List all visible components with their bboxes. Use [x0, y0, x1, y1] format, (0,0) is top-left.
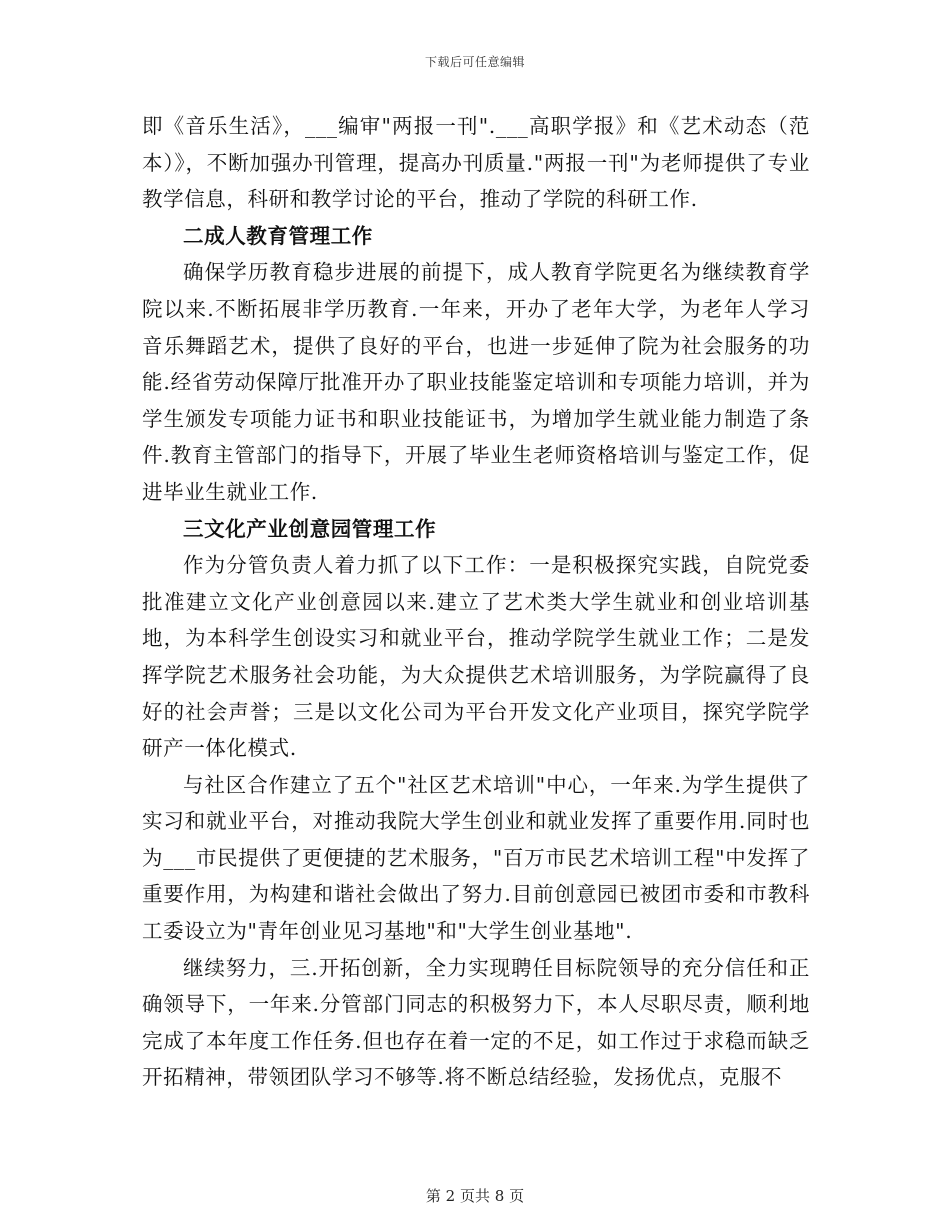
- paragraph-adult-education: 确保学历教育稳步进展的前提下，成人教育学院更名为继续教育学院以来.不断拓展非学历教育.一年来，开办了老年大学，为老年人学习音乐舞蹈艺术，提供了良好的平台，也进一步延伸了院为社会服务的功能.经省劳动保障厅批准开办了职业技能鉴定培训和专项能力培训，并为学生颁发专项能力证书和职业技能证书，为增加学生就业能力制造了条件.教育主管部门的指导下，开展了毕业生老师资格培训与鉴定工作，促进毕业生就业工作.: [142, 260, 810, 504]
- paragraph-journals: 即《音乐生活》，___编审"两报一刊".___高职学报》和《艺术动态（范本）》，不断加强办刊管理，提高办刊质量."两报一刊"为老师提供了专业教学信息，科研和教学讨论的平台，推动了学院的科研工作.: [142, 114, 810, 212]
- section-heading-creative-park: 三文化产业创意园管理工作: [183, 516, 437, 541]
- document-body: [142, 108, 810, 1096]
- page-number: 第 2 页共 8 页: [425, 1187, 525, 1205]
- paragraph-creative-park: 作为分管负责人着力抓了以下工作：一是积极探究实践，自院党委批准建立文化产业创意园以来.建立了艺术类大学生就业和创业培训基地，为本科学生创设实习和就业平台，推动学院学生就业工作；二是发挥学院艺术服务社会功能，为大众提供艺术培训服务，为学院赢得了良好的社会声誉；三是以文化公司为平台开发文化产业项目，探究学院学研产一体化模式.: [142, 553, 810, 761]
- paragraph-summary: 继续努力，三.开拓创新，全力实现聘任目标院领导的充分信任和正确领导下，一年来.分管部门同志的积极努力下，本人尽职尽责，顺利地完成了本年度工作任务.但也存在着一定的不足，如工作过于求稳而缺乏开拓精神，带领团队学习不够等.将不断总结经验，发扬优点，克服不: [142, 955, 810, 1090]
- page-header: 下载后可任意编辑: [424, 55, 525, 69]
- paragraph-community-cooperation: 与社区合作建立了五个"社区艺术培训"中心，一年来.为学生提供了实习和就业平台，对推动我院大学生创业和就业发挥了重要作用.同时也为___市民提供了更便捷的艺术服务，"百万市民艺术培训工程"中发挥了重要作用，为构建和谐社会做出了努力.目前创意园已被团市委和市教科工委设立为"青年创业见习基地"和"大学生创业基地".: [142, 772, 810, 944]
- section-heading-adult-education: 二成人教育管理工作: [183, 223, 373, 248]
